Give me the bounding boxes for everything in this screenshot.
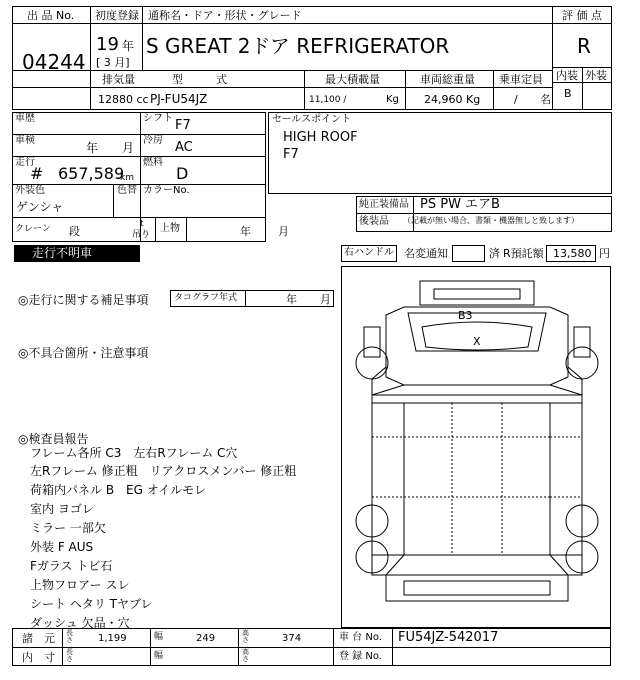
in-height-label: 高さ (242, 648, 249, 663)
reg-month: [ 3 月] (96, 56, 130, 69)
in-width-label: 幅 (154, 651, 164, 661)
divider (12, 23, 90, 24)
report-line: ミラー 一部欠 (30, 521, 106, 535)
report-line: 荷箱内パネル B EG オイルモレ (30, 483, 207, 497)
crane-ton: t (140, 219, 144, 229)
divider (90, 23, 552, 24)
dims-label: 諸 元 (22, 632, 55, 645)
divider (150, 628, 151, 666)
gross-weight-label: 車両総重量 (420, 73, 475, 86)
retrofit-label: 後装品 (359, 216, 389, 227)
divider (12, 134, 266, 135)
max-load-label: 最大積載量 (325, 73, 380, 86)
retrofit-note: （記載が無い場合、書類・機器無しと致します） (403, 216, 579, 225)
unknown-mileage-badge (14, 245, 140, 262)
divider (155, 217, 156, 242)
recycle-label: R預託額 (503, 247, 544, 260)
platform-label: 上物 (160, 223, 180, 234)
crane-stage: 段 (69, 225, 80, 238)
interior-score: B (564, 87, 572, 100)
divider (356, 213, 612, 214)
name-change-box (452, 245, 485, 262)
reg-year: 19 (96, 34, 119, 55)
recycle-prefix: 済 (489, 247, 500, 260)
ac-label: 冷房 (143, 135, 163, 146)
report-line: 室内 ヨゴレ (30, 502, 94, 516)
divider (405, 70, 406, 110)
divider (12, 70, 552, 71)
width-value: 249 (196, 633, 216, 644)
divider (245, 290, 246, 307)
report-line: Fガラス トビ石 (30, 559, 113, 573)
divider (90, 6, 91, 70)
platform-month: 月 (278, 225, 289, 238)
divider (186, 217, 187, 242)
divider (304, 70, 305, 110)
inspection-label: 車検 (15, 135, 35, 146)
history-label: 車歴 (15, 113, 35, 124)
divider (12, 87, 552, 88)
sales-point-label: セールスポイント (272, 114, 352, 125)
length-label: 長さ (66, 629, 73, 644)
divider (238, 628, 239, 666)
lot-number: 04244 (22, 50, 86, 74)
reg-year-unit: 年 (122, 39, 135, 53)
mileage-label: 走行 (15, 157, 35, 168)
chassis-number: FU54JZ-542017 (398, 630, 499, 645)
platform-year: 年 (240, 225, 251, 238)
divider (62, 628, 63, 666)
recycle-amount: 13,580 (553, 247, 592, 260)
max-load-unit: Kg (386, 94, 399, 105)
report-line: フレーム各所 C3 左右Rフレーム C穴 (30, 446, 238, 460)
divider (493, 70, 494, 110)
height-value: 374 (282, 633, 302, 644)
divider (12, 156, 266, 157)
sales-point-2: F7 (283, 147, 299, 162)
mileage-unit: km (120, 173, 134, 183)
color-change-label: 色替 (117, 185, 137, 196)
equipment-value: PS PW エアB (420, 197, 500, 212)
capacity-label: 乗車定員 (499, 73, 543, 86)
fuel-value: D (176, 164, 189, 183)
divider (12, 217, 266, 218)
sales-point-1: HIGH ROOF (283, 130, 358, 145)
exterior-color-label: 外装色 (15, 185, 45, 196)
supplement-label: ◎走行に関する補足事項 (18, 293, 149, 307)
gross-weight-value: 24,960 Kg (424, 93, 481, 106)
details-left-frame (12, 112, 266, 242)
divider (142, 6, 143, 70)
ac-value: AC (175, 140, 193, 155)
interior-dims-label: 内 寸 (22, 651, 55, 664)
divider (413, 196, 414, 232)
truck-diagram (342, 267, 612, 629)
height-label: 高さ (242, 629, 249, 644)
inspector-label: ◎検査員報告 (18, 432, 89, 446)
divider (582, 67, 583, 110)
report-line: シート ヘタリ Tヤブレ (30, 597, 153, 611)
shift-value: F7 (175, 118, 191, 133)
equipment-label: 純正装備品 (359, 199, 409, 210)
chassis-label: 車 台 No. (339, 632, 382, 643)
inspection-year: 年 (86, 141, 99, 155)
length-value: 1,199 (98, 633, 127, 644)
score-value: R (577, 34, 591, 58)
capacity-unit: 名 (540, 93, 551, 106)
unknown-mileage-text: 走行不明車 (32, 246, 93, 260)
crane-lift: 吊り (132, 230, 151, 240)
report-line: ダッシュ 欠品・穴 (30, 616, 130, 630)
max-load-value: 11,100 / (309, 95, 347, 105)
registration-label: 登 録 No. (339, 651, 382, 662)
displacement-value: 12880 cc (98, 93, 149, 106)
truck-diagram-frame (341, 266, 611, 628)
inspection-month: 月 (122, 141, 135, 155)
model-value: PJ-FU54JZ (150, 92, 208, 106)
mileage-prefix: # (30, 164, 44, 183)
divider (90, 70, 91, 110)
report-line: 左Rフレーム 修正粗 リアクロスメンバー 修正粗 (30, 464, 297, 478)
divider (392, 628, 393, 666)
shift-label: シフト (143, 113, 173, 124)
tacho-label: タコグラフ年式 (174, 293, 238, 303)
crane-label: クレーン (15, 224, 51, 234)
divider (552, 23, 612, 24)
mileage-value: 657,589 (58, 164, 125, 183)
exterior-color-value: ゲンシャ (16, 200, 64, 214)
damage-mark-b3: B3 (458, 309, 473, 322)
displacement-label: 排気量 (102, 73, 135, 86)
capacity-value: / (514, 93, 518, 106)
recycle-unit: 円 (599, 247, 610, 260)
defects-label: ◎不具合箇所・注意事項 (18, 346, 149, 360)
color-no-label: カラーNo. (143, 185, 190, 196)
right-handle-label: 右ハンドル (344, 247, 394, 258)
interior-score-label: 内装 (556, 69, 578, 82)
width-label: 幅 (154, 632, 164, 642)
fuel-label: 燃料 (143, 157, 163, 168)
first-reg-label: 初度登録 (95, 9, 139, 22)
name-change-label: 名変通知 (404, 247, 448, 260)
divider (12, 647, 611, 648)
name-label: 通称名・ドア・形状・グレード (148, 9, 302, 22)
in-length-label: 長さ (66, 648, 73, 663)
divider (12, 184, 266, 185)
lot-label: 出 品 No. (27, 9, 75, 22)
divider (552, 6, 553, 110)
report-line: 外装 F AUS (30, 540, 94, 554)
model-label: 型 式 (172, 73, 227, 86)
score-label: 評 価 点 (562, 9, 602, 22)
vehicle-name: S GREAT 2ドア REFRIGERATOR (146, 34, 450, 58)
report-line: 上物フロアー スレ (30, 578, 130, 592)
divider (113, 184, 114, 217)
tacho-month: 月 (320, 293, 331, 306)
exterior-score-label: 外装 (585, 69, 607, 82)
divider (333, 628, 334, 666)
damage-mark-x: X (473, 335, 481, 348)
tacho-year: 年 (286, 293, 297, 306)
